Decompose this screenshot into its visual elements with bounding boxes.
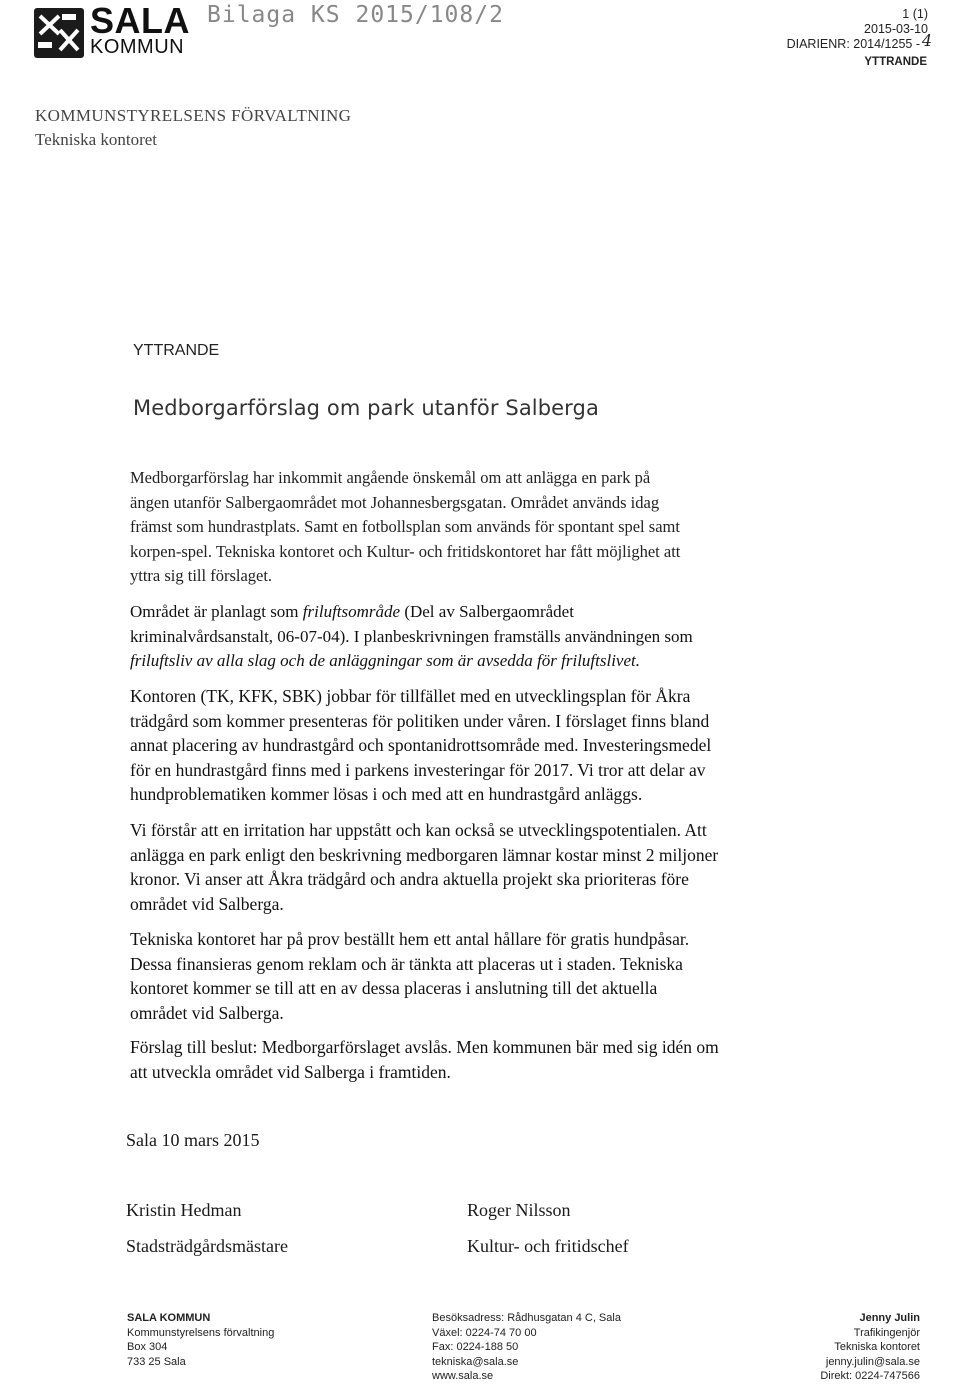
footer-line: Box 304: [127, 1341, 168, 1353]
text-line: området vid Salberga.: [130, 1002, 284, 1023]
footer-line: Besöksadress: Rådhusgatan 4 C, Sala: [432, 1312, 621, 1324]
footer-line: Trafikingenjör: [853, 1326, 920, 1339]
text-line: för en hundrastgård finns med i parkens investeringar för 2017. Vi tror att delar av: [130, 759, 706, 780]
text-line: yttra sig till förslaget.: [130, 566, 273, 585]
text-line: Förslag till beslut: Medborgarförslaget avslås. Men kommunen bär med sig idén om: [130, 1037, 719, 1057]
sala-kommun-logo-icon: [34, 8, 84, 58]
footer-handler: [820, 1311, 920, 1384]
logo-text-sala: SALA: [90, 0, 190, 41]
text-line: ängen utanför Salbergaområdet mot Johannesbergsgatan. Området används idag: [130, 492, 660, 512]
text-line: kontoret kommer se till att en av dessa placeras i anslutning till det aktuella: [130, 978, 658, 998]
footer-website: www.sala.se: [432, 1370, 494, 1382]
signatory-name: Roger Nilsson: [467, 1200, 571, 1220]
text-italic: friluftsliv av alla slag och de anläggningar som är avsedda för friluftslivet.: [130, 651, 640, 670]
office-name: Tekniska kontoret: [35, 130, 158, 149]
paragraph-background: [130, 466, 830, 589]
text-line: korpen-spel. Tekniska kontoret och Kultur- och fritidskontoret har fått möjlighet att: [130, 541, 681, 561]
document-date: 2015-03-10: [864, 22, 928, 36]
page-title: Medborgarförslag om park utanför Salberga: [133, 396, 599, 420]
footer-email: jenny.julin@sala.se: [825, 1355, 920, 1368]
text-line: området vid Salberga.: [130, 893, 284, 914]
registration-number: DIARIENR: 2014/1255 -: [786, 37, 920, 51]
attachment-stamp: Bilaga KS 2015/108/2: [207, 2, 504, 28]
footer-line: Växel: 0224-74 70 00: [432, 1326, 537, 1339]
handwritten-number: 4: [921, 31, 932, 50]
signatory-title: Stadsträdgårdsmästare: [126, 1236, 288, 1256]
footer-email: tekniska@sala.se: [432, 1355, 519, 1368]
text-line: [130, 600, 830, 625]
logo-text-kommun: KOMMUN: [90, 36, 185, 58]
text-span: (Del av Salbergaområdet: [400, 602, 574, 621]
signatory-title: Kultur- och fritidschef: [467, 1236, 629, 1256]
text-line: Dessa finansieras genom reklam och är tänkta att placeras ut i staden. Tekniska: [130, 953, 683, 974]
footer-line: Tekniska kontoret: [834, 1341, 920, 1353]
text-line: hundproblematiken kommer lösas i och med att en hundrastgård anläggs.: [130, 784, 643, 805]
text-line: anlägga en park enligt den beskrivning medborgaren lämnar kostar minst 2 miljoner: [130, 844, 719, 865]
text-line: Kontoren (TK, KFK, SBK) jobbar för tillfället med en utvecklingsplan för Åkra: [130, 686, 691, 706]
signatory-name: Kristin Hedman: [126, 1200, 242, 1220]
text-line: [130, 649, 830, 674]
text-line: Tekniska kontoret har på prov beställt hem ett antal hållare för gratis hundpåsar.: [130, 929, 690, 949]
footer-line: Fax: 0224-188 50: [432, 1341, 519, 1353]
footer-line: Jenny Julin: [859, 1312, 920, 1324]
footer-line: Kommunstyrelsens förvaltning: [127, 1326, 275, 1339]
text-line: Medborgarförslag har inkommit angående önskemål om att anlägga en park på: [130, 468, 651, 487]
document-type: YTTRANDE: [133, 342, 220, 359]
department-name: KOMMUNSTYRELSENS FÖRVALTNING: [35, 106, 352, 125]
paragraph-zoning: [130, 600, 830, 674]
text-line: att utveckla området vid Salberga i framtiden.: [130, 1061, 451, 1082]
footer-contact: [432, 1311, 621, 1384]
text-line: kronor. Vi anser att Åkra trädgård och andra aktuella projekt ska prioriteras före: [130, 869, 689, 889]
page-count: 1 (1): [902, 7, 928, 21]
text-line: främst som hundrastplats. Samt en fotbollsplan som används för spontant spel samt: [130, 517, 680, 536]
place-and-date: Sala 10 mars 2015: [126, 1130, 260, 1150]
paragraph-development-plan: [130, 684, 830, 807]
paragraph-dog-bags: [130, 927, 830, 1025]
text-line: annat placering av hundrastgård och spontanidrottsområde med. Investeringsmedel: [130, 735, 712, 756]
text-line: kriminalvårdsanstalt, 06-07-04). I planbeskrivningen framställs användningen som: [130, 626, 693, 646]
text-line: trädgård som kommer presenteras för politiken under våren. I förslaget finns bland: [130, 710, 710, 731]
footer-organization: [127, 1311, 274, 1369]
document-kind-label: YTTRANDE: [864, 56, 927, 68]
text-span: Området är planlagt som: [130, 602, 303, 621]
text-italic: friluftsområde: [302, 602, 401, 621]
footer-line: SALA KOMMUN: [127, 1312, 211, 1324]
text-line: Vi förstår att en irritation har uppstått och kan också se utvecklingspotentialen. Att: [130, 820, 707, 840]
paragraph-cost: [130, 818, 830, 916]
paragraph-decision-proposal: [130, 1035, 830, 1084]
footer-line: 733 25 Sala: [127, 1355, 186, 1368]
footer-line: Direkt: 0224-747566: [820, 1370, 920, 1382]
